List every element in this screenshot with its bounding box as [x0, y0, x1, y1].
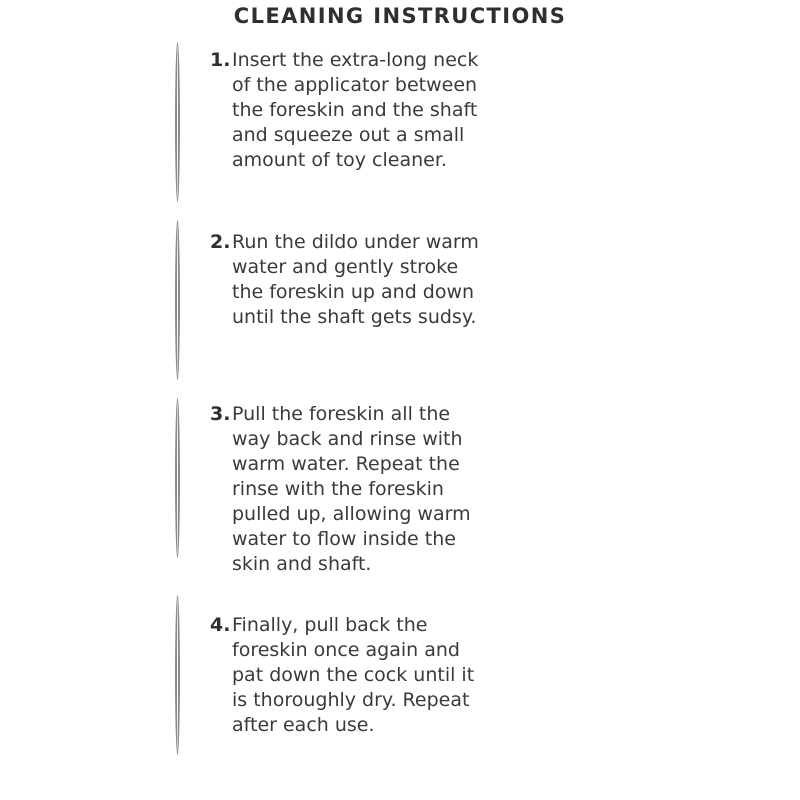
- step-item: [0, 42, 800, 202]
- step-number: 3.: [210, 403, 231, 425]
- step-number: 2.: [210, 231, 231, 253]
- step-item: [0, 595, 800, 755]
- page-title: CLEANING INSTRUCTIONS: [233, 4, 567, 28]
- step-number: 1.: [210, 49, 231, 71]
- steps-list: [0, 42, 800, 755]
- step-text: Run the dildo under warm water and gently stroke the foreskin up and down until the shaft gets sudsy.: [232, 231, 479, 328]
- illustration-circle: [175, 42, 180, 202]
- step-text-block-4: [180, 595, 490, 738]
- step-item: [0, 220, 800, 380]
- illustration-circle: [175, 220, 180, 380]
- step-text-block-1: [180, 42, 490, 173]
- step-illustration-4: [0, 595, 180, 755]
- step-illustration-3: [0, 398, 180, 558]
- step-number: 4.: [210, 614, 231, 636]
- step-item: [0, 398, 800, 577]
- step-text-block-2: [180, 220, 490, 330]
- illustration-circle: [175, 595, 180, 755]
- step-text: Insert the extra-long neck of the applicator between the foreskin and the shaft and squeeze out a small amount of toy cleaner.: [232, 49, 479, 171]
- step-text: Pull the foreskin all the way back and rinse with warm water. Repeat the rinse with the foreskin pulled up, allowing warm water to flow inside the skin and shaft.: [232, 403, 471, 575]
- step-text-block-3: [180, 398, 490, 577]
- step-illustration-1: [0, 42, 180, 202]
- step-text: Finally, pull back the foreskin once again and pat down the cock until it is thoroughly dry. Repeat after each use.: [232, 614, 475, 736]
- step-illustration-2: [0, 220, 180, 380]
- illustration-circle: [175, 398, 180, 558]
